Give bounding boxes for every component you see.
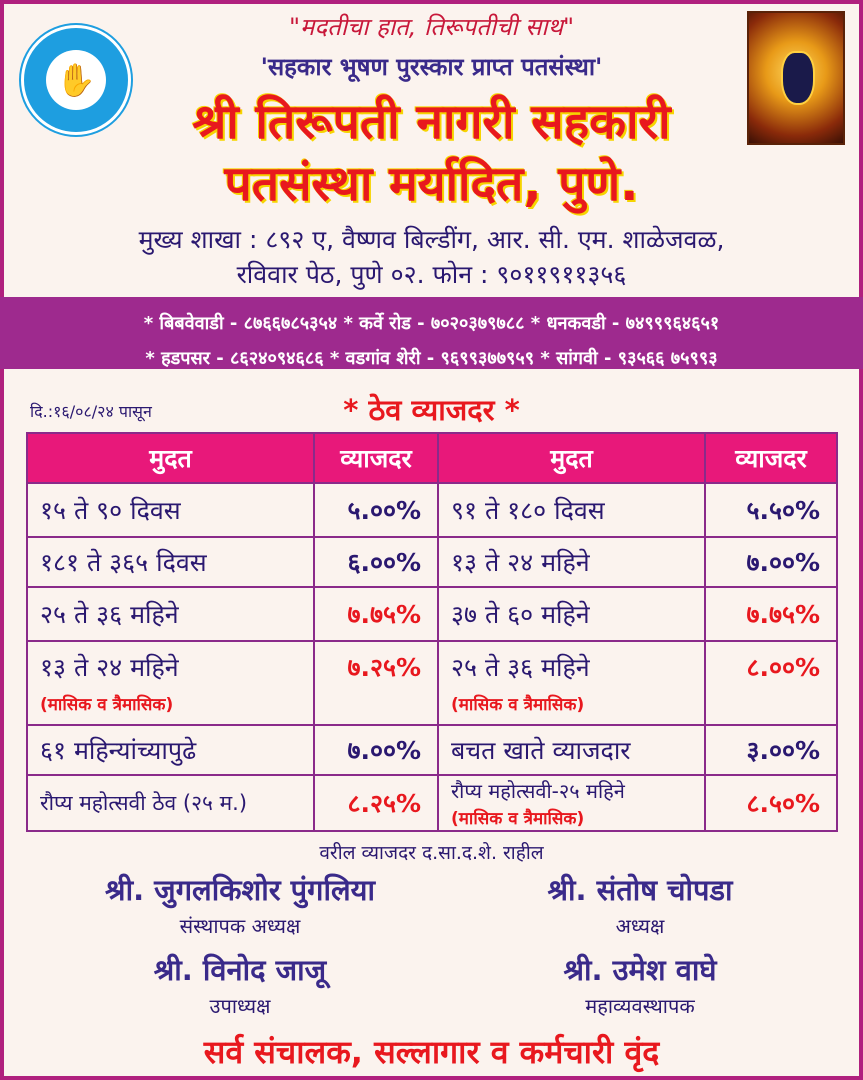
header-period-right: मुदत: [439, 434, 704, 482]
table-cell-period: ६१ महिन्यांच्यापुढे: [40, 736, 197, 765]
branches-line1: * बिबवेवाडी - ८७६६७८५३५४ * कर्वे रोड - ७०२०३७९७८८ * धनकवडी - ७४९९९६४६५१: [143, 313, 720, 334]
table-cell-note: (मासिक व त्रैमासिक): [40, 695, 174, 715]
table-cell-period: १३ ते २४ महिने: [40, 653, 179, 682]
table-cell-period: रौप्य महोत्सवी-२५ महिने: [451, 778, 625, 803]
table-cell-period: ३७ ते ६० महिने: [451, 600, 590, 629]
table-cell-rate-highlight: ८.००%: [746, 653, 820, 682]
branches-line2: * हडपसर - ८६२४०९४६८६ * वडगांव शेरी - ९६९९३७७९५९ * सांगवी - ९३५६६ ७५९९३: [145, 348, 718, 369]
rates-table: [26, 432, 838, 832]
footer-staff: सर्व संचालक, सल्लागार व कर्मचारी वृंद: [203, 1033, 660, 1071]
table-cell-period: २५ ते ३६ महिने: [40, 600, 179, 629]
header-rate-left: व्याजदर: [315, 434, 437, 482]
official-name: श्री. जुगलकिशोर पुंगलिया: [105, 873, 375, 907]
table-cell-rate: ७.००%: [746, 548, 820, 577]
table-cell-note: (मासिक व त्रैमासिक): [451, 809, 585, 829]
table-cell-rate: ५.५०%: [746, 496, 820, 525]
official-name: श्री. संतोष चोपडा: [547, 873, 733, 907]
official-role: संस्थापक अध्यक्ष: [179, 914, 301, 938]
table-cell-rate-highlight: ८.२५%: [347, 789, 421, 818]
rates-footnote: वरील व्याजदर द.सा.द.शे. राहील: [319, 842, 544, 864]
address-line2: रविवार पेठ, पुणे ०२. फोन : ९०११९११३५६: [236, 260, 627, 289]
rates-title: * ठेव व्याजदर *: [343, 393, 520, 427]
official-name: श्री. विनोद जाजू: [153, 953, 327, 987]
table-cell-period: ९१ ते १८० दिवस: [451, 496, 605, 525]
table-cell-rate-highlight: ७.२५%: [347, 653, 421, 682]
address-line1: मुख्य शाखा : ८९२ ए, वैष्णव बिल्डींग, आर. सी. एम. शाळेजवळ,: [138, 225, 725, 254]
table-cell-period: रौप्य महोत्सवी ठेव (२५ म.): [40, 791, 248, 815]
table-cell-rate: ६.००%: [347, 548, 421, 577]
table-cell-rate-highlight: ७.७५%: [347, 600, 421, 629]
table-cell-period: १३ ते २४ महिने: [451, 548, 590, 577]
award-subtitle: 'सहकार भूषण पुरस्कार प्राप्त पतसंस्था': [260, 53, 603, 81]
table-cell-rate: ५.००%: [347, 496, 421, 525]
header-rate-right: व्याजदर: [706, 434, 836, 482]
official-role: महाव्यवस्थापक: [585, 994, 695, 1018]
table-cell-period: १५ ते ९० दिवस: [40, 496, 181, 525]
logo-hands-icon: ✋: [46, 50, 106, 110]
table-cell-rate: ७.००%: [347, 736, 421, 765]
effective-date: दि.:१६/०८/२४ पासून: [30, 402, 152, 421]
official-role: अध्यक्ष: [615, 914, 665, 938]
table-cell-note: (मासिक व त्रैमासिक): [451, 695, 585, 715]
table-cell-rate: ३.००%: [746, 736, 820, 765]
org-title-line2: पतसंस्था मर्यादित, पुणे.: [224, 156, 639, 212]
official-name: श्री. उमेश वाघे: [563, 953, 717, 987]
table-cell-rate-highlight: ७.७५%: [746, 600, 820, 629]
table-cell-period: १८१ ते ३६५ दिवस: [40, 548, 207, 577]
table-cell-rate-highlight: ८.५०%: [746, 789, 820, 818]
official-role: उपाध्यक्ष: [209, 994, 271, 1018]
table-cell-period: २५ ते ३६ महिने: [451, 653, 590, 682]
org-title-line1: श्री तिरूपती नागरी सहकारी: [192, 94, 671, 150]
tagline: "मदतीचा हात, तिरूपतीची साथ": [289, 13, 574, 41]
header-period-left: मुदत: [28, 434, 313, 482]
table-cell-period: बचत खाते व्याजदार: [451, 736, 631, 765]
